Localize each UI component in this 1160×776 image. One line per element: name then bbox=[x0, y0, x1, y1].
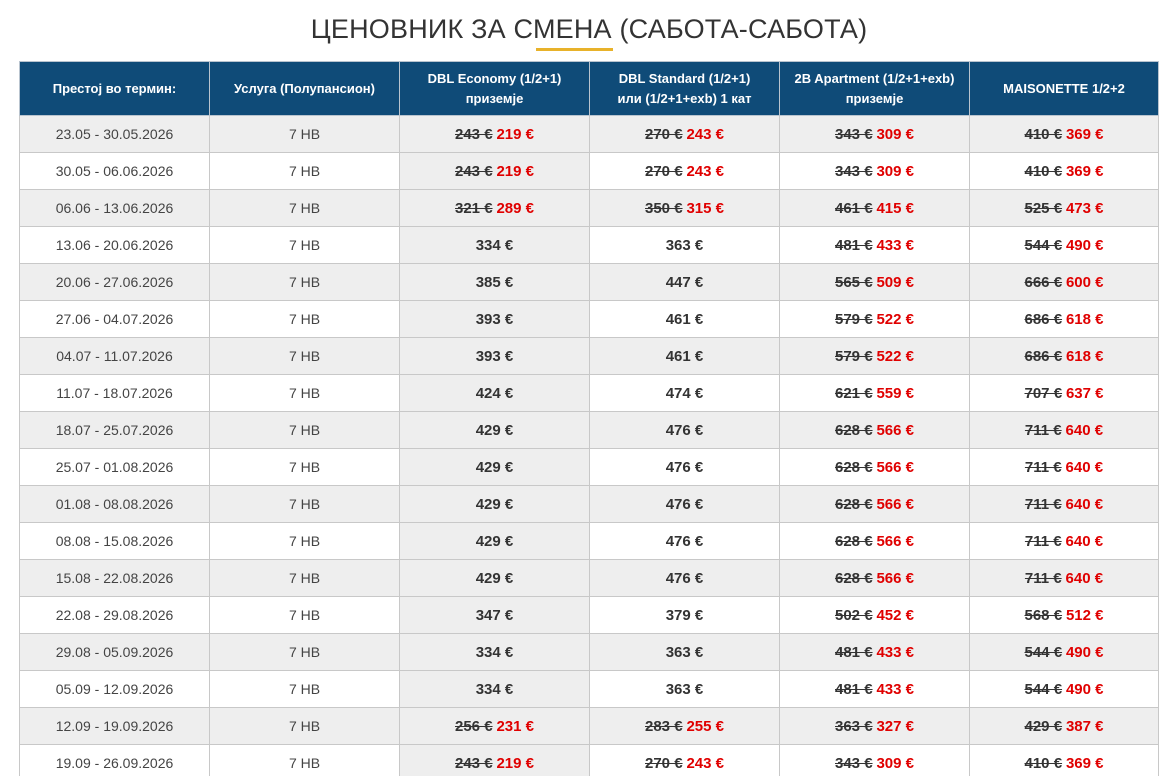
discount-price: 219 € bbox=[496, 162, 534, 180]
period-cell: 27.06 - 04.07.2026 bbox=[20, 301, 210, 338]
regular-price: 393 € bbox=[475, 310, 514, 328]
period-cell: 23.05 - 30.05.2026 bbox=[20, 116, 210, 153]
discount-price: 618 € bbox=[1065, 347, 1104, 365]
service-cell: 7 НВ bbox=[210, 449, 400, 486]
price-cell bbox=[970, 486, 1159, 523]
price-cell bbox=[400, 190, 590, 227]
old-price: 565 € bbox=[835, 273, 873, 291]
discount-price: 512 € bbox=[1065, 606, 1104, 624]
table-row bbox=[20, 227, 1159, 264]
column-header-line: приземје bbox=[465, 90, 524, 106]
regular-price: 476 € bbox=[665, 569, 704, 587]
price-cell bbox=[590, 338, 780, 375]
old-price: 429 € bbox=[1024, 717, 1063, 735]
old-price: 350 € bbox=[645, 199, 683, 217]
service-cell: 7 НВ bbox=[210, 264, 400, 301]
table-row bbox=[20, 264, 1159, 301]
regular-price: 363 € bbox=[665, 643, 704, 661]
price-cell bbox=[400, 708, 590, 745]
price-cell bbox=[780, 634, 970, 671]
price-cell bbox=[780, 449, 970, 486]
price-cell bbox=[780, 375, 970, 412]
discount-price: 243 € bbox=[686, 162, 724, 180]
old-price: 711 € bbox=[1024, 495, 1062, 513]
discount-price: 509 € bbox=[876, 273, 914, 291]
discount-price: 566 € bbox=[876, 569, 914, 587]
discount-price: 566 € bbox=[876, 532, 914, 550]
discount-price: 640 € bbox=[1065, 495, 1104, 513]
service-cell: 7 НВ bbox=[210, 671, 400, 708]
service-cell: 7 НВ bbox=[210, 227, 400, 264]
old-price: 711 € bbox=[1024, 458, 1062, 476]
price-cell bbox=[780, 708, 970, 745]
price-cell bbox=[400, 412, 590, 449]
discount-price: 255 € bbox=[686, 717, 724, 735]
price-cell bbox=[970, 708, 1159, 745]
period-cell: 15.08 - 22.08.2026 bbox=[20, 560, 210, 597]
period-cell: 06.06 - 13.06.2026 bbox=[20, 190, 210, 227]
service-cell: 7 НВ bbox=[210, 375, 400, 412]
old-price: 686 € bbox=[1024, 347, 1063, 365]
table-row bbox=[20, 190, 1159, 227]
old-price: 621 € bbox=[835, 384, 873, 402]
title-wrap bbox=[0, 12, 1160, 46]
price-cell bbox=[970, 412, 1159, 449]
old-price: 343 € bbox=[835, 162, 873, 180]
regular-price: 476 € bbox=[665, 495, 704, 513]
price-cell bbox=[970, 227, 1159, 264]
price-cell bbox=[780, 745, 970, 776]
price-cell bbox=[590, 153, 780, 190]
regular-price: 334 € bbox=[475, 643, 514, 661]
discount-price: 452 € bbox=[876, 606, 914, 624]
price-cell bbox=[780, 338, 970, 375]
service-cell: 7 НВ bbox=[210, 412, 400, 449]
price-cell bbox=[970, 338, 1159, 375]
discount-price: 640 € bbox=[1065, 569, 1104, 587]
old-price: 243 € bbox=[455, 754, 493, 772]
discount-price: 559 € bbox=[876, 384, 914, 402]
price-cell bbox=[590, 560, 780, 597]
service-cell: 7 НВ bbox=[210, 634, 400, 671]
old-price: 568 € bbox=[1024, 606, 1063, 624]
period-cell: 05.09 - 12.09.2026 bbox=[20, 671, 210, 708]
period-cell: 29.08 - 05.09.2026 bbox=[20, 634, 210, 671]
column-header-line: DBL Standard (1/2+1) bbox=[618, 70, 751, 86]
old-price: 628 € bbox=[835, 421, 873, 439]
discount-price: 219 € bbox=[496, 754, 534, 772]
discount-price: 490 € bbox=[1065, 236, 1104, 254]
price-cell bbox=[970, 153, 1159, 190]
table-row bbox=[20, 560, 1159, 597]
old-price: 283 € bbox=[645, 717, 683, 735]
discount-price: 600 € bbox=[1065, 273, 1104, 291]
regular-price: 429 € bbox=[475, 532, 514, 550]
table-row bbox=[20, 116, 1159, 153]
discount-price: 566 € bbox=[876, 421, 914, 439]
regular-price: 393 € bbox=[475, 347, 514, 365]
price-cell bbox=[590, 116, 780, 153]
old-price: 410 € bbox=[1024, 754, 1063, 772]
discount-price: 433 € bbox=[876, 643, 914, 661]
price-table-body bbox=[20, 116, 1159, 776]
price-cell bbox=[400, 449, 590, 486]
regular-price: 363 € bbox=[665, 680, 704, 698]
price-cell bbox=[970, 597, 1159, 634]
period-cell: 20.06 - 27.06.2026 bbox=[20, 264, 210, 301]
price-cell bbox=[400, 745, 590, 776]
old-price: 481 € bbox=[835, 680, 873, 698]
discount-price: 415 € bbox=[876, 199, 914, 217]
price-cell bbox=[400, 116, 590, 153]
service-cell: 7 НВ bbox=[210, 597, 400, 634]
regular-price: 461 € bbox=[665, 347, 704, 365]
discount-price: 369 € bbox=[1065, 754, 1104, 772]
old-price: 270 € bbox=[645, 162, 683, 180]
old-price: 461 € bbox=[835, 199, 873, 217]
old-price: 243 € bbox=[455, 125, 493, 143]
price-cell bbox=[400, 486, 590, 523]
old-price: 628 € bbox=[835, 458, 873, 476]
price-cell bbox=[400, 227, 590, 264]
regular-price: 429 € bbox=[475, 458, 514, 476]
price-table-head bbox=[20, 62, 1159, 116]
regular-price: 334 € bbox=[475, 680, 514, 698]
service-cell: 7 НВ bbox=[210, 560, 400, 597]
price-cell bbox=[400, 338, 590, 375]
discount-price: 309 € bbox=[876, 125, 914, 143]
regular-price: 334 € bbox=[475, 236, 514, 254]
price-cell bbox=[780, 227, 970, 264]
service-cell: 7 НВ bbox=[210, 338, 400, 375]
price-cell bbox=[590, 597, 780, 634]
price-cell bbox=[400, 671, 590, 708]
table-row bbox=[20, 708, 1159, 745]
old-price: 243 € bbox=[455, 162, 493, 180]
table-row bbox=[20, 523, 1159, 560]
price-cell bbox=[970, 745, 1159, 776]
old-price: 711 € bbox=[1024, 421, 1062, 439]
price-cell bbox=[780, 301, 970, 338]
price-cell bbox=[970, 375, 1159, 412]
price-cell bbox=[970, 301, 1159, 338]
price-cell bbox=[780, 486, 970, 523]
discount-price: 289 € bbox=[496, 199, 534, 217]
regular-price: 447 € bbox=[665, 273, 704, 291]
discount-price: 566 € bbox=[876, 495, 914, 513]
discount-price: 309 € bbox=[876, 754, 914, 772]
discount-price: 490 € bbox=[1065, 643, 1104, 661]
price-cell bbox=[400, 634, 590, 671]
old-price: 666 € bbox=[1024, 273, 1063, 291]
discount-price: 433 € bbox=[876, 680, 914, 698]
old-price: 628 € bbox=[835, 495, 873, 513]
service-cell: 7 НВ bbox=[210, 116, 400, 153]
regular-price: 461 € bbox=[665, 310, 704, 328]
old-price: 343 € bbox=[835, 125, 873, 143]
price-cell bbox=[590, 634, 780, 671]
price-cell bbox=[400, 560, 590, 597]
regular-price: 363 € bbox=[665, 236, 704, 254]
price-cell bbox=[780, 523, 970, 560]
column-header-line: 2B Apartment (1/2+1+exb) bbox=[794, 70, 955, 86]
column-header bbox=[210, 62, 400, 116]
column-header-line: Престој во термин: bbox=[52, 80, 177, 96]
price-cell bbox=[400, 153, 590, 190]
price-cell bbox=[590, 227, 780, 264]
column-header-line: DBL Economy (1/2+1) bbox=[427, 70, 562, 86]
regular-price: 474 € bbox=[665, 384, 704, 402]
old-price: 363 € bbox=[835, 717, 873, 735]
discount-price: 640 € bbox=[1065, 532, 1104, 550]
price-cell bbox=[970, 190, 1159, 227]
regular-price: 424 € bbox=[475, 384, 514, 402]
price-cell bbox=[400, 597, 590, 634]
discount-price: 640 € bbox=[1065, 458, 1104, 476]
discount-price: 327 € bbox=[876, 717, 914, 735]
discount-price: 522 € bbox=[876, 310, 914, 328]
service-cell: 7 НВ bbox=[210, 523, 400, 560]
old-price: 410 € bbox=[1024, 125, 1063, 143]
period-cell: 18.07 - 25.07.2026 bbox=[20, 412, 210, 449]
old-price: 502 € bbox=[835, 606, 873, 624]
table-row bbox=[20, 745, 1159, 776]
column-header-line: или (1/2+1+exb) 1 кат bbox=[617, 90, 752, 106]
period-cell: 12.09 - 19.09.2026 bbox=[20, 708, 210, 745]
table-row bbox=[20, 338, 1159, 375]
old-price: 707 € bbox=[1024, 384, 1063, 402]
price-cell bbox=[970, 560, 1159, 597]
price-cell bbox=[970, 671, 1159, 708]
price-cell bbox=[970, 449, 1159, 486]
service-cell: 7 НВ bbox=[210, 153, 400, 190]
table-row bbox=[20, 153, 1159, 190]
price-cell bbox=[590, 486, 780, 523]
table-row bbox=[20, 301, 1159, 338]
column-header bbox=[20, 62, 210, 116]
price-cell bbox=[590, 671, 780, 708]
price-cell bbox=[590, 190, 780, 227]
price-cell bbox=[590, 745, 780, 776]
old-price: 711 € bbox=[1024, 569, 1062, 587]
old-price: 270 € bbox=[645, 125, 683, 143]
price-table bbox=[19, 61, 1159, 776]
discount-price: 618 € bbox=[1065, 310, 1104, 328]
old-price: 579 € bbox=[835, 347, 873, 365]
price-cell bbox=[590, 449, 780, 486]
price-cell bbox=[780, 597, 970, 634]
price-cell bbox=[970, 634, 1159, 671]
period-cell: 11.07 - 18.07.2026 bbox=[20, 375, 210, 412]
discount-price: 315 € bbox=[686, 199, 724, 217]
old-price: 711 € bbox=[1024, 532, 1062, 550]
period-cell: 22.08 - 29.08.2026 bbox=[20, 597, 210, 634]
column-header-line: Услуга (Полупансион) bbox=[234, 80, 375, 96]
old-price: 579 € bbox=[835, 310, 873, 328]
column-header-line: приземје bbox=[845, 90, 904, 106]
period-cell: 30.05 - 06.06.2026 bbox=[20, 153, 210, 190]
discount-price: 387 € bbox=[1065, 717, 1104, 735]
regular-price: 476 € bbox=[665, 458, 704, 476]
old-price: 628 € bbox=[835, 569, 873, 587]
regular-price: 429 € bbox=[475, 495, 514, 513]
period-cell: 25.07 - 01.08.2026 bbox=[20, 449, 210, 486]
price-cell bbox=[780, 264, 970, 301]
discount-price: 522 € bbox=[876, 347, 914, 365]
service-cell: 7 НВ bbox=[210, 486, 400, 523]
table-row bbox=[20, 412, 1159, 449]
price-cell bbox=[970, 523, 1159, 560]
price-cell bbox=[780, 412, 970, 449]
service-cell: 7 НВ bbox=[210, 301, 400, 338]
price-cell bbox=[970, 264, 1159, 301]
table-row bbox=[20, 634, 1159, 671]
table-row bbox=[20, 449, 1159, 486]
header-row bbox=[20, 62, 1159, 116]
period-cell: 04.07 - 11.07.2026 bbox=[20, 338, 210, 375]
old-price: 544 € bbox=[1024, 643, 1063, 661]
regular-price: 476 € bbox=[665, 532, 704, 550]
service-cell: 7 НВ bbox=[210, 190, 400, 227]
discount-price: 433 € bbox=[876, 236, 914, 254]
price-cell bbox=[780, 153, 970, 190]
regular-price: 476 € bbox=[665, 421, 704, 439]
old-price: 410 € bbox=[1024, 162, 1063, 180]
regular-price: 347 € bbox=[475, 606, 514, 624]
regular-price: 385 € bbox=[475, 273, 514, 291]
period-cell: 01.08 - 08.08.2026 bbox=[20, 486, 210, 523]
column-header bbox=[400, 62, 590, 116]
regular-price: 429 € bbox=[475, 421, 514, 439]
table-row bbox=[20, 671, 1159, 708]
discount-price: 637 € bbox=[1065, 384, 1104, 402]
column-header-line: MAISONETTE 1/2+2 bbox=[1003, 80, 1125, 96]
column-header bbox=[780, 62, 970, 116]
old-price: 525 € bbox=[1024, 199, 1063, 217]
price-cell bbox=[400, 264, 590, 301]
discount-price: 369 € bbox=[1065, 125, 1104, 143]
title-underline bbox=[536, 48, 613, 51]
old-price: 544 € bbox=[1024, 680, 1063, 698]
price-cell bbox=[590, 264, 780, 301]
old-price: 481 € bbox=[835, 643, 873, 661]
table-row bbox=[20, 375, 1159, 412]
discount-price: 490 € bbox=[1065, 680, 1104, 698]
table-row bbox=[20, 486, 1159, 523]
service-cell: 7 НВ bbox=[210, 708, 400, 745]
service-cell: 7 НВ bbox=[210, 745, 400, 776]
price-cell bbox=[780, 560, 970, 597]
price-cell bbox=[590, 523, 780, 560]
discount-price: 243 € bbox=[686, 754, 724, 772]
discount-price: 566 € bbox=[876, 458, 914, 476]
period-cell: 13.06 - 20.06.2026 bbox=[20, 227, 210, 264]
price-cell bbox=[970, 116, 1159, 153]
old-price: 256 € bbox=[455, 717, 493, 735]
price-cell bbox=[590, 708, 780, 745]
discount-price: 640 € bbox=[1065, 421, 1104, 439]
price-cell bbox=[400, 375, 590, 412]
page-title: ЦЕНОВНИК ЗА СМЕНА (САБОТА-САБОТА) bbox=[310, 14, 868, 44]
price-cell bbox=[400, 523, 590, 560]
price-cell bbox=[400, 301, 590, 338]
price-cell bbox=[590, 301, 780, 338]
old-price: 686 € bbox=[1024, 310, 1063, 328]
price-cell bbox=[780, 116, 970, 153]
discount-price: 219 € bbox=[496, 125, 534, 143]
price-cell bbox=[590, 412, 780, 449]
column-header bbox=[590, 62, 780, 116]
old-price: 628 € bbox=[835, 532, 873, 550]
discount-price: 309 € bbox=[876, 162, 914, 180]
discount-price: 231 € bbox=[496, 717, 534, 735]
discount-price: 243 € bbox=[686, 125, 724, 143]
old-price: 481 € bbox=[835, 236, 873, 254]
old-price: 343 € bbox=[835, 754, 873, 772]
price-cell bbox=[780, 190, 970, 227]
discount-price: 473 € bbox=[1065, 199, 1104, 217]
period-cell: 08.08 - 15.08.2026 bbox=[20, 523, 210, 560]
column-header bbox=[970, 62, 1159, 116]
discount-price: 369 € bbox=[1065, 162, 1104, 180]
period-cell: 19.09 - 26.09.2026 bbox=[20, 745, 210, 776]
old-price: 321 € bbox=[455, 199, 493, 217]
price-cell bbox=[590, 375, 780, 412]
old-price: 270 € bbox=[645, 754, 683, 772]
price-cell bbox=[780, 671, 970, 708]
regular-price: 379 € bbox=[665, 606, 704, 624]
regular-price: 429 € bbox=[475, 569, 514, 587]
old-price: 544 € bbox=[1024, 236, 1063, 254]
table-row bbox=[20, 597, 1159, 634]
